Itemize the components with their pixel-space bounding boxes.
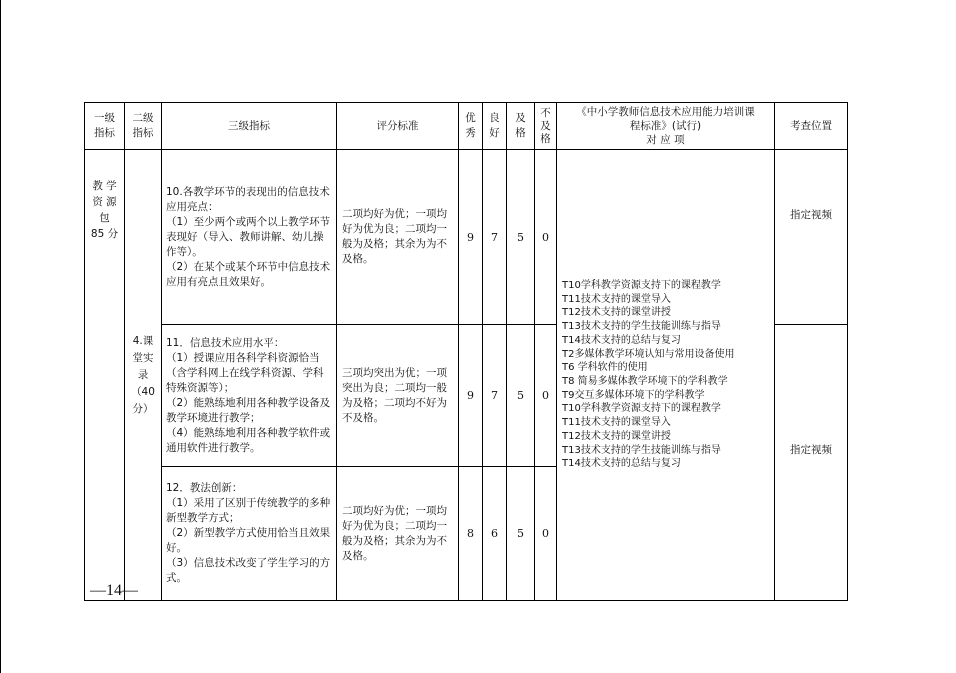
indicator-cell: 12．教法创新： （1）采用了区别于传统教学的多种新型教学方式； （2）新型教学方式使用恰当且效果好。 （3）信息技术改变了学生学习的方式。 [162,467,337,601]
header-fail: 不 及 格 [535,103,557,150]
location-cell: 指定视频 [775,325,848,601]
header-level1: 一级 指标 [85,103,125,150]
score-pass: 5 [507,325,535,467]
score-excellent: 8 [459,467,483,601]
score-pass: 5 [507,150,535,325]
header-level3: 三级指标 [162,103,337,150]
header-criteria: 评分标准 [337,103,459,150]
criteria-cell: 二项均好为优；一项均好为优为良；二项均一般为及格；其余为为不及格。 [337,150,459,325]
level1-cell: 教 学 资 源 包 85 分 [85,150,125,601]
header-level2: 二级 指标 [125,103,162,150]
score-fail: 0 [535,150,557,325]
score-good: 7 [483,325,507,467]
header-excellent: 优 秀 [459,103,483,150]
score-good: 7 [483,150,507,325]
location-cell: 指定视频 [775,150,848,325]
header-location: 考查位置 [775,103,848,150]
level2-cell: 4.课 堂实 录 （40 分） [125,150,162,601]
score-pass: 5 [507,467,535,601]
criteria-cell: 三项均突出为优；一项突出为良；二项均一般为及格；二项均不好为不及格。 [337,325,459,467]
header-pass: 及 格 [507,103,535,150]
criteria-cell: 二项均好为优；一项均好为优为良；二项均一般为及格；其余为为不及格。 [337,467,459,601]
score-fail: 0 [535,467,557,601]
score-good: 6 [483,467,507,601]
evaluation-table [84,102,848,601]
standard-items-cell: T10学科教学资源支持下的课程教学 T11技术支持的课堂导入 T12技术支持的课堂讲授 T13技术支持的学生技能训练与指导 T14技术支持的总结与复习 T2多媒体教学环境认知与常用设备使用 T6 学科软件的使用 T8 简易多媒体教学环境下的学科教学 T9交互多媒体环境下的学科教学 T10学科教学资源支持下的课程教学 T11技术支持的课堂导入 T12技术支持的课堂讲授 T13技术支持的学生技能训练与指导 T14技术支持的总结与复习 [557,150,775,601]
indicator-cell: 10.各教学环节的表现出的信息技术应用亮点： （1）至少两个或两个以上教学环节表现好（导入、教师讲解、幼儿操作等）。 （2）在某个或某个环节中信息技术应用有亮点且效果好。 [162,150,337,325]
header-row [85,103,848,150]
table-row [85,150,848,325]
page-left-border [0,0,1,673]
indicator-cell: 11．信息技术应用水平： （1）授课应用各科学科资源恰当（含学科网上在线学科资源、学科特殊资源等）； （2）能熟练地利用各种教学设备及教学环境进行教学； （4）能熟练地利用各种教学软件或通用软件进行教学。 [162,325,337,467]
header-good: 良 好 [483,103,507,150]
score-excellent: 9 [459,150,483,325]
header-standard: 《中小学教师信息技术应用能力培训课 程标准》(试行) 对 应 项 [557,103,775,150]
page-number: —14— [90,582,138,599]
score-fail: 0 [535,325,557,467]
score-excellent: 9 [459,325,483,467]
